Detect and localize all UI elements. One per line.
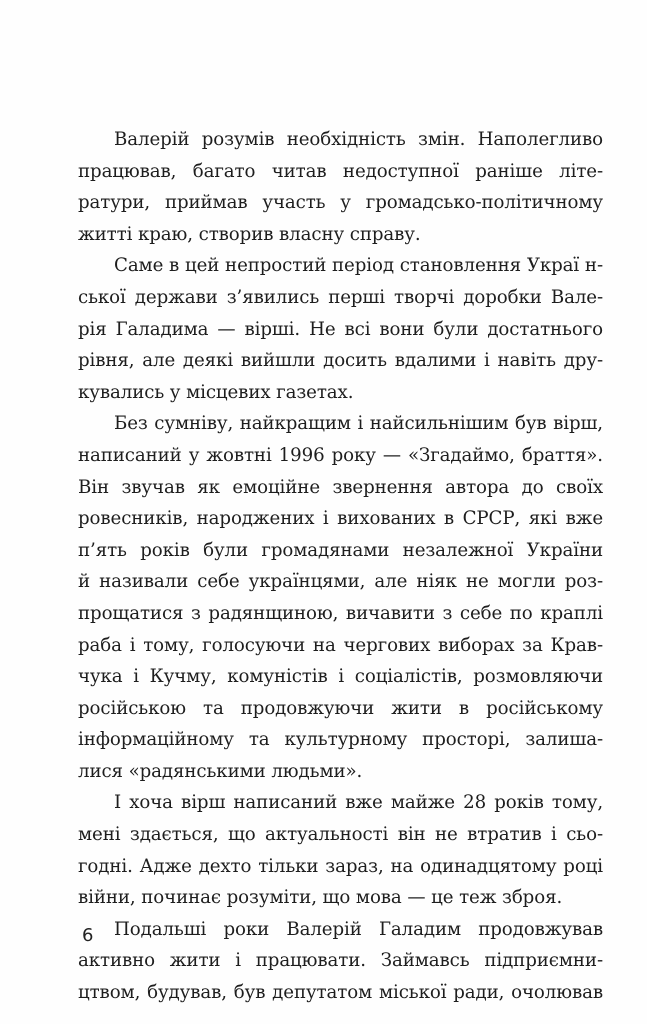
text-line: кувались у місцевих газетах. [78, 381, 354, 403]
page-number: 6 [82, 925, 94, 946]
text-line: житті краю, створив власну справу. [78, 223, 421, 245]
text-line: працював, багато читав недоступної раніше літе- [78, 160, 603, 182]
paragraph-2 [78, 250, 603, 408]
text-line: лися «радянськими людьми». [78, 760, 363, 782]
text-line: Валерій розумів необхідність змін. Наполегливо [114, 129, 603, 150]
text-line: активно жити і працювати. Займавсь підприємни- [78, 950, 603, 972]
text-line: Без сумніву, найкращим і найсильнішим був вірш, [114, 413, 603, 435]
text-line: Саме в цей непростий період становлення Украї н- [114, 255, 603, 277]
text-line: інформаційному та культурному просторі, залиша- [78, 729, 603, 751]
paragraph-1 [78, 124, 603, 250]
text-line: ської держави з’явились перші творчі доробки Вале- [78, 286, 603, 308]
text-line: п’ять років були громадянами незалежної України [78, 539, 603, 561]
text-line: чука і Кучму, комуністів і соціалістів, розмовляючи [78, 666, 603, 688]
paragraph-3 [78, 408, 603, 787]
text-line: ровесників, народжених і вихованих в СРСР, які вже [78, 508, 603, 530]
paragraph-4 [78, 787, 603, 913]
text-line: годні. Адже дехто тільки зараз, на одинадцятому році [78, 855, 603, 877]
text-line: війни, починає розуміти, що мова — це теж зброя. [78, 887, 563, 909]
text-line: раба і тому, голосуючи на чергових виборах за Крав- [78, 634, 603, 656]
text-line: Він звучав як емоційне звернення автора до своїх [78, 476, 603, 498]
text-line: російською та продовжуючи жити в російському [78, 697, 603, 719]
text-line: цтвом, будував, був депутатом міської ради, очолював [78, 982, 603, 1004]
text-line: й називали себе українцями, але ніяк не могли роз- [78, 571, 603, 593]
paragraph-5 [78, 914, 603, 1009]
text-line: прощатися з радянщиною, вичавити з себе по краплі [78, 602, 603, 624]
text-line: рія Галадима — вірші. Не всі вони були достатнього [78, 318, 603, 340]
body-text [78, 124, 603, 1009]
text-line: І хоча вірш написаний вже майже 28 років тому, [114, 792, 603, 814]
text-line: написаний у жовтні 1996 року — «Згадаймо, браття». [78, 444, 603, 466]
text-line: рівня, але деякі вийшли досить вдалими і навіть дру- [78, 350, 603, 372]
text-line: мені здається, що актуальності він не втратив і сьо- [78, 824, 603, 846]
text-line: ратури, приймав участь у громадсько-політичному [78, 192, 603, 214]
text-line: Подальші роки Валерій Галадим продовжував [114, 918, 603, 940]
